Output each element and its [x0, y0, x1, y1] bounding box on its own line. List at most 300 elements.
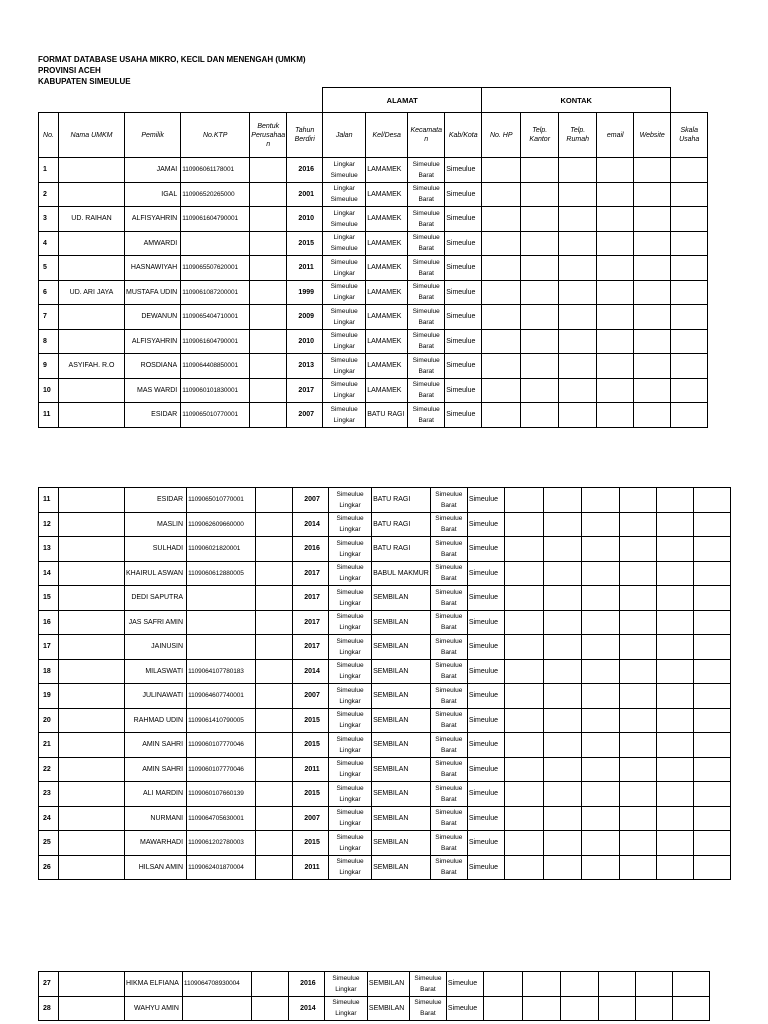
- home-phone: [560, 972, 598, 997]
- home-phone: [559, 403, 597, 428]
- office-phone: [543, 512, 581, 537]
- year-established: 2017: [293, 586, 329, 611]
- home-phone: [581, 708, 619, 733]
- email: [597, 231, 634, 256]
- owner-name: NURMANI: [125, 806, 187, 831]
- business-form: [256, 586, 293, 611]
- street: Simeulue Lingkar: [323, 378, 366, 403]
- ktp-number: 1109060612880005: [187, 561, 256, 586]
- table-row: [39, 831, 731, 856]
- business-scale: [693, 757, 730, 782]
- header-spacer: [39, 88, 323, 113]
- table-row: [39, 855, 731, 880]
- district: Simeulue Barat: [430, 831, 467, 856]
- row-number: 20: [39, 708, 59, 733]
- village: SEMBILAN: [372, 684, 431, 709]
- regency: Simeulue: [467, 831, 504, 856]
- street: Simeulue Lingkar: [329, 586, 372, 611]
- owner-name: ROSDIANA: [125, 354, 181, 379]
- owner-name: MAS WARDI: [125, 378, 181, 403]
- row-number: 27: [39, 972, 59, 997]
- year-established: 2010: [287, 329, 323, 354]
- table-row: [39, 586, 731, 611]
- village: SEMBILAN: [367, 972, 409, 997]
- row-number: 9: [39, 354, 59, 379]
- regency: Simeulue: [467, 782, 504, 807]
- business-form: [250, 158, 287, 183]
- owner-name: IGAL: [125, 182, 181, 207]
- office-phone: [543, 782, 581, 807]
- year-established: 2014: [293, 659, 329, 684]
- header-skala: Skala Usaha: [671, 113, 708, 158]
- business-form: [256, 733, 293, 758]
- table-row: [39, 378, 708, 403]
- regency: Simeulue: [445, 207, 482, 232]
- ktp-number: [187, 610, 256, 635]
- website: [656, 733, 693, 758]
- year-established: 2017: [293, 635, 329, 660]
- header-tahun: Tahun Berdiri: [287, 113, 323, 158]
- ktp-number: 1109060101830001: [181, 378, 250, 403]
- table-row: [39, 782, 731, 807]
- umkm-name: [59, 182, 125, 207]
- header-spacer-right: [671, 88, 708, 113]
- business-form: [256, 635, 293, 660]
- year-established: 2017: [293, 610, 329, 635]
- header-desa: Kel/Desa: [366, 113, 408, 158]
- home-phone: [559, 207, 597, 232]
- year-established: 2014: [293, 512, 329, 537]
- business-form: [250, 256, 287, 281]
- ktp-number: 110906061178001: [181, 158, 250, 183]
- district: Simeulue Barat: [430, 708, 467, 733]
- home-phone: [581, 733, 619, 758]
- row-number: 24: [39, 806, 59, 831]
- district: Simeulue Barat: [430, 635, 467, 660]
- header-column-row: [39, 113, 708, 158]
- phone: [504, 659, 543, 684]
- village: SEMBILAN: [372, 733, 431, 758]
- doc-province: PROVINSI ACEH: [38, 66, 101, 75]
- owner-name: KHAIRUL ASWAN: [125, 561, 187, 586]
- umkm-name: [59, 305, 125, 330]
- table-row: [39, 512, 731, 537]
- home-phone: [559, 182, 597, 207]
- phone: [482, 354, 521, 379]
- business-form: [256, 659, 293, 684]
- table-row: [39, 610, 731, 635]
- street: Simeulue Lingkar: [329, 684, 372, 709]
- umkm-name: [59, 659, 125, 684]
- owner-name: AMIN SAHRI: [125, 733, 187, 758]
- email: [597, 354, 634, 379]
- ktp-number: [187, 635, 256, 660]
- phone: [482, 231, 521, 256]
- website: [656, 806, 693, 831]
- website: [634, 207, 671, 232]
- office-phone: [543, 733, 581, 758]
- website: [656, 488, 693, 513]
- header-kab: Kab/Kota: [445, 113, 482, 158]
- district: Simeulue Barat: [408, 378, 445, 403]
- year-established: 2016: [287, 158, 323, 183]
- row-number: 18: [39, 659, 59, 684]
- village: BATU RAGI: [372, 512, 431, 537]
- office-phone: [521, 158, 559, 183]
- phone: [482, 158, 521, 183]
- district: Simeulue Barat: [430, 782, 467, 807]
- village: SEMBILAN: [372, 610, 431, 635]
- header-email: email: [597, 113, 634, 158]
- year-established: 2011: [287, 256, 323, 281]
- phone: [504, 635, 543, 660]
- district: Simeulue Barat: [430, 757, 467, 782]
- year-established: 2016: [293, 537, 329, 562]
- district: Simeulue Barat: [408, 329, 445, 354]
- village: LAMAMEK: [366, 280, 408, 305]
- row-number: 23: [39, 782, 59, 807]
- website: [656, 635, 693, 660]
- table-row: [39, 182, 708, 207]
- owner-name: JULINAWATI: [125, 684, 187, 709]
- phone: [482, 207, 521, 232]
- website: [656, 537, 693, 562]
- business-scale: [671, 305, 708, 330]
- email: [619, 561, 656, 586]
- doc-regency: KABUPATEN SIMEULUE: [38, 77, 131, 86]
- table-row: [39, 305, 708, 330]
- email: [598, 996, 635, 1021]
- street: Simeulue Lingkar: [329, 855, 372, 880]
- owner-name: MAWARHADI: [125, 831, 187, 856]
- regency: Simeulue: [467, 635, 504, 660]
- office-phone: [543, 855, 581, 880]
- table-row: [39, 757, 731, 782]
- regency: Simeulue: [467, 855, 504, 880]
- home-phone: [581, 561, 619, 586]
- street: Simeulue Lingkar: [323, 403, 366, 428]
- business-form: [250, 305, 287, 330]
- doc-title: FORMAT DATABASE USAHA MIKRO, KECIL DAN MENENGAH (UMKM): [38, 55, 306, 64]
- phone: [482, 329, 521, 354]
- office-phone: [543, 831, 581, 856]
- regency: Simeulue: [467, 757, 504, 782]
- row-number: 6: [39, 280, 59, 305]
- business-form: [256, 684, 293, 709]
- business-scale: [693, 610, 730, 635]
- street: Simeulue Lingkar: [323, 329, 366, 354]
- street: Lingkar Simeulue: [323, 158, 366, 183]
- row-number: 11: [39, 488, 59, 513]
- website: [634, 280, 671, 305]
- business-scale: [693, 733, 730, 758]
- owner-name: DEWANUN: [125, 305, 181, 330]
- street: Simeulue Lingkar: [323, 280, 366, 305]
- regency: Simeulue: [445, 280, 482, 305]
- row-number: 25: [39, 831, 59, 856]
- year-established: 2017: [293, 561, 329, 586]
- business-scale: [671, 354, 708, 379]
- regency: Simeulue: [467, 488, 504, 513]
- office-phone: [543, 757, 581, 782]
- email: [597, 280, 634, 305]
- email: [619, 512, 656, 537]
- regency: Simeulue: [446, 972, 483, 997]
- email: [597, 158, 634, 183]
- umkm-name: UD. RAIHAN: [59, 207, 125, 232]
- table-row: [39, 996, 710, 1021]
- year-established: 2007: [287, 403, 323, 428]
- ktp-number: 1109064607740001: [187, 684, 256, 709]
- regency: Simeulue: [445, 378, 482, 403]
- regency: Simeulue: [445, 256, 482, 281]
- table-row: [39, 972, 710, 997]
- phone: [482, 378, 521, 403]
- email: [597, 378, 634, 403]
- office-phone: [543, 659, 581, 684]
- office-phone: [521, 256, 559, 281]
- row-number: 16: [39, 610, 59, 635]
- header-group-alamat: ALAMAT: [323, 88, 482, 113]
- website: [634, 329, 671, 354]
- umkm-name: [59, 996, 125, 1021]
- website: [635, 996, 672, 1021]
- owner-name: WAHYU AMIN: [125, 996, 183, 1021]
- regency: Simeulue: [467, 806, 504, 831]
- village: LAMAMEK: [366, 378, 408, 403]
- office-phone: [543, 561, 581, 586]
- business-scale: [672, 996, 709, 1021]
- village: BATU RAGI: [372, 537, 431, 562]
- ktp-number: [182, 996, 251, 1021]
- year-established: 2010: [287, 207, 323, 232]
- business-form: [256, 561, 293, 586]
- regency: Simeulue: [467, 684, 504, 709]
- ktp-number: 1109061087200001: [181, 280, 250, 305]
- email: [597, 207, 634, 232]
- business-scale: [693, 659, 730, 684]
- ktp-number: 1109065010770001: [181, 403, 250, 428]
- year-established: 2017: [287, 378, 323, 403]
- business-scale: [671, 280, 708, 305]
- umkm-name: [59, 537, 125, 562]
- home-phone: [581, 586, 619, 611]
- row-number: 26: [39, 855, 59, 880]
- owner-name: ALI MARDIN: [125, 782, 187, 807]
- business-form: [250, 182, 287, 207]
- row-number: 5: [39, 256, 59, 281]
- header-bentuk: Bentuk Perusahaa n: [250, 113, 287, 158]
- phone: [482, 280, 521, 305]
- village: SEMBILAN: [372, 757, 431, 782]
- business-scale: [693, 561, 730, 586]
- district: Simeulue Barat: [408, 158, 445, 183]
- business-scale: [693, 708, 730, 733]
- phone: [504, 537, 543, 562]
- umkm-name: [59, 831, 125, 856]
- office-phone: [521, 231, 559, 256]
- ktp-number: 1109064705630001: [187, 806, 256, 831]
- business-form: [256, 537, 293, 562]
- home-phone: [559, 305, 597, 330]
- email: [619, 684, 656, 709]
- owner-name: MILASWATI: [125, 659, 187, 684]
- business-scale: [671, 182, 708, 207]
- table-row: [39, 561, 731, 586]
- website: [634, 378, 671, 403]
- ktp-number: 110906520265000: [181, 182, 250, 207]
- ktp-number: 1109065010770001: [187, 488, 256, 513]
- year-established: 2007: [293, 488, 329, 513]
- street: Simeulue Lingkar: [329, 757, 372, 782]
- owner-name: HIKMA ELFIANA: [125, 972, 183, 997]
- village: LAMAMEK: [366, 182, 408, 207]
- street: Simeulue Lingkar: [329, 708, 372, 733]
- business-form: [250, 207, 287, 232]
- email: [619, 757, 656, 782]
- owner-name: HASNAWIYAH: [125, 256, 181, 281]
- office-phone: [543, 586, 581, 611]
- village: LAMAMEK: [366, 256, 408, 281]
- website: [656, 610, 693, 635]
- regency: Simeulue: [467, 561, 504, 586]
- district: Simeulue Barat: [430, 684, 467, 709]
- umkm-name: UD. ARI JAYA: [59, 280, 125, 305]
- district: Simeulue Barat: [430, 806, 467, 831]
- year-established: 2015: [293, 708, 329, 733]
- website: [656, 684, 693, 709]
- home-phone: [559, 280, 597, 305]
- owner-name: MASLIN: [125, 512, 187, 537]
- regency: Simeulue: [445, 305, 482, 330]
- phone: [504, 684, 543, 709]
- year-established: 2014: [288, 996, 324, 1021]
- regency: Simeulue: [467, 512, 504, 537]
- village: LAMAMEK: [366, 305, 408, 330]
- row-number: 8: [39, 329, 59, 354]
- row-number: 2: [39, 182, 59, 207]
- owner-name: JAMAI: [125, 158, 181, 183]
- ktp-number: [181, 231, 250, 256]
- home-phone: [559, 329, 597, 354]
- umkm-name: [59, 806, 125, 831]
- year-established: 2015: [293, 831, 329, 856]
- street: Simeulue Lingkar: [329, 512, 372, 537]
- street: Simeulue Lingkar: [329, 831, 372, 856]
- home-phone: [581, 757, 619, 782]
- phone: [504, 586, 543, 611]
- email: [619, 708, 656, 733]
- phone: [482, 182, 521, 207]
- regency: Simeulue: [467, 733, 504, 758]
- street: Lingkar Simeulue: [323, 207, 366, 232]
- village: SEMBILAN: [367, 996, 409, 1021]
- street: Simeulue Lingkar: [329, 610, 372, 635]
- street: Simeulue Lingkar: [323, 256, 366, 281]
- website: [656, 831, 693, 856]
- umkm-name: [59, 733, 125, 758]
- row-number: 28: [39, 996, 59, 1021]
- home-phone: [581, 782, 619, 807]
- regency: Simeulue: [445, 403, 482, 428]
- regency: Simeulue: [467, 537, 504, 562]
- phone: [504, 855, 543, 880]
- row-number: 3: [39, 207, 59, 232]
- street: Simeulue Lingkar: [329, 733, 372, 758]
- business-scale: [693, 512, 730, 537]
- header-pemilik: Pemilik: [125, 113, 181, 158]
- district: Simeulue Barat: [408, 256, 445, 281]
- umkm-table-page-2: [38, 487, 731, 880]
- table-row: [39, 488, 731, 513]
- umkm-name: [59, 512, 125, 537]
- email: [619, 488, 656, 513]
- owner-name: SULHADI: [125, 537, 187, 562]
- owner-name: MUSTAFA UDIN: [125, 280, 181, 305]
- table-row: [39, 280, 708, 305]
- office-phone: [521, 329, 559, 354]
- table-row: [39, 684, 731, 709]
- website: [634, 182, 671, 207]
- business-form: [250, 354, 287, 379]
- year-established: 2015: [287, 231, 323, 256]
- business-form: [250, 231, 287, 256]
- business-form: [256, 610, 293, 635]
- year-established: 2015: [293, 733, 329, 758]
- website: [635, 972, 672, 997]
- umkm-name: [59, 757, 125, 782]
- phone: [504, 610, 543, 635]
- home-phone: [559, 231, 597, 256]
- street: Simeulue Lingkar: [329, 806, 372, 831]
- phone: [483, 972, 522, 997]
- row-number: 4: [39, 231, 59, 256]
- district: Simeulue Barat: [430, 855, 467, 880]
- office-phone: [522, 996, 560, 1021]
- website: [656, 782, 693, 807]
- email: [597, 182, 634, 207]
- owner-name: ALFISYAHRIN: [125, 329, 181, 354]
- district: Simeulue Barat: [408, 231, 445, 256]
- home-phone: [560, 996, 598, 1021]
- email: [597, 305, 634, 330]
- phone: [504, 708, 543, 733]
- year-established: 2016: [288, 972, 324, 997]
- umkm-name: [59, 684, 125, 709]
- phone: [504, 512, 543, 537]
- row-number: 12: [39, 512, 59, 537]
- office-phone: [543, 684, 581, 709]
- home-phone: [581, 537, 619, 562]
- table-row: [39, 635, 731, 660]
- business-scale: [671, 403, 708, 428]
- home-phone: [581, 684, 619, 709]
- row-number: 11: [39, 403, 59, 428]
- regency: Simeulue: [467, 659, 504, 684]
- phone: [504, 488, 543, 513]
- business-scale: [672, 972, 709, 997]
- header-rumah: Telp. Rumah: [559, 113, 597, 158]
- home-phone: [559, 378, 597, 403]
- row-number: 15: [39, 586, 59, 611]
- street: Lingkar Simeulue: [323, 231, 366, 256]
- business-scale: [693, 635, 730, 660]
- district: Simeulue Barat: [430, 610, 467, 635]
- phone: [482, 256, 521, 281]
- district: Simeulue Barat: [430, 659, 467, 684]
- website: [634, 403, 671, 428]
- email: [619, 537, 656, 562]
